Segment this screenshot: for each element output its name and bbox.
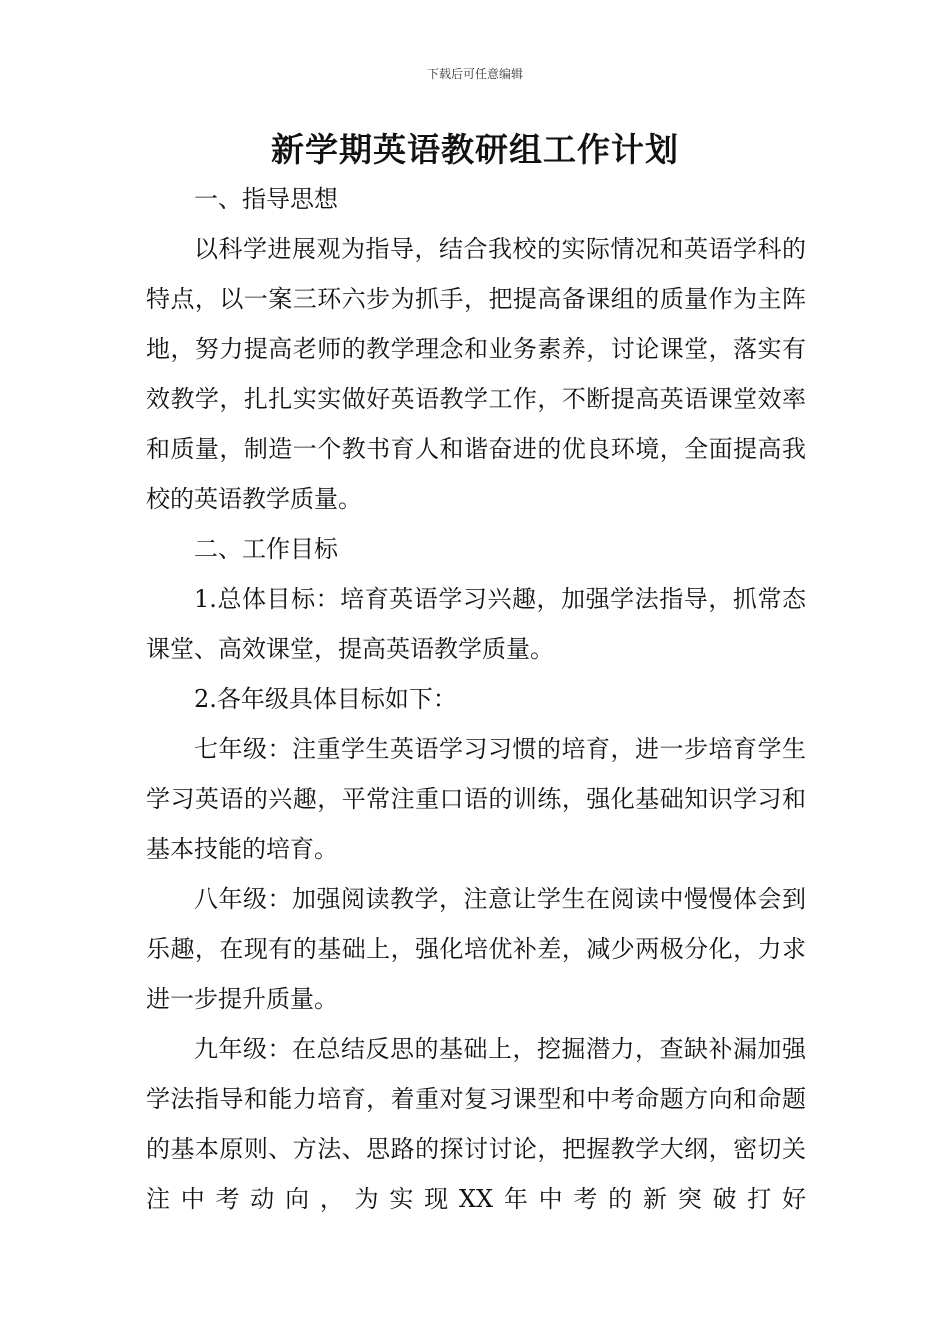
paragraph-grade-9: 九年级：在总结反思的基础上，挖掘潜力，查缺补漏加强学法指导和能力培育，着重对复习课型和中考命题方向和命题的基本原则、方法、思路的探讨讨论，把握教学大纲，密切关注中考动向，为实现XX年中考的新突破打好	[146, 1035, 806, 1213]
paragraph-grade-8: 八年级：加强阅读教学，注意让学生在阅读中慢慢体会到乐趣，在现有的基础上，强化培优补差，减少两极分化，力求进一步提升质量。	[146, 885, 806, 1013]
section-heading-work-goals: 二、工作目标	[194, 535, 338, 563]
section-heading-guiding-ideology: 一、指导思想	[194, 185, 338, 213]
header-note: 下载后可任意编辑	[426, 67, 523, 81]
document-body	[146, 174, 806, 1224]
paragraph-overall-goal: 1.总体目标：培育英语学习兴趣，加强学法指导，抓常态课堂、高效课堂，提高英语教学质量。	[146, 585, 806, 663]
paragraph-guiding-ideology: 以科学进展观为指导，结合我校的实际情况和英语学科的特点，以一案三环六步为抓手，把提高备课组的质量作为主阵地，努力提高老师的教学理念和业务素养，讨论课堂，落实有效教学，扎扎实实做好英语教学工作，不断提高英语课堂效率和质量，制造一个教书育人和谐奋进的优良环境，全面提高我校的英语教学质量。	[146, 235, 806, 513]
paragraph-grade-goals-intro: 2.各年级具体目标如下：	[194, 685, 457, 713]
paragraph-grade-7: 七年级：注重学生英语学习习惯的培育，进一步培育学生学习英语的兴趣，平常注重口语的训练，强化基础知识学习和基本技能的培育。	[146, 735, 806, 863]
document-title: 新学期英语教研组工作计划	[271, 130, 679, 169]
